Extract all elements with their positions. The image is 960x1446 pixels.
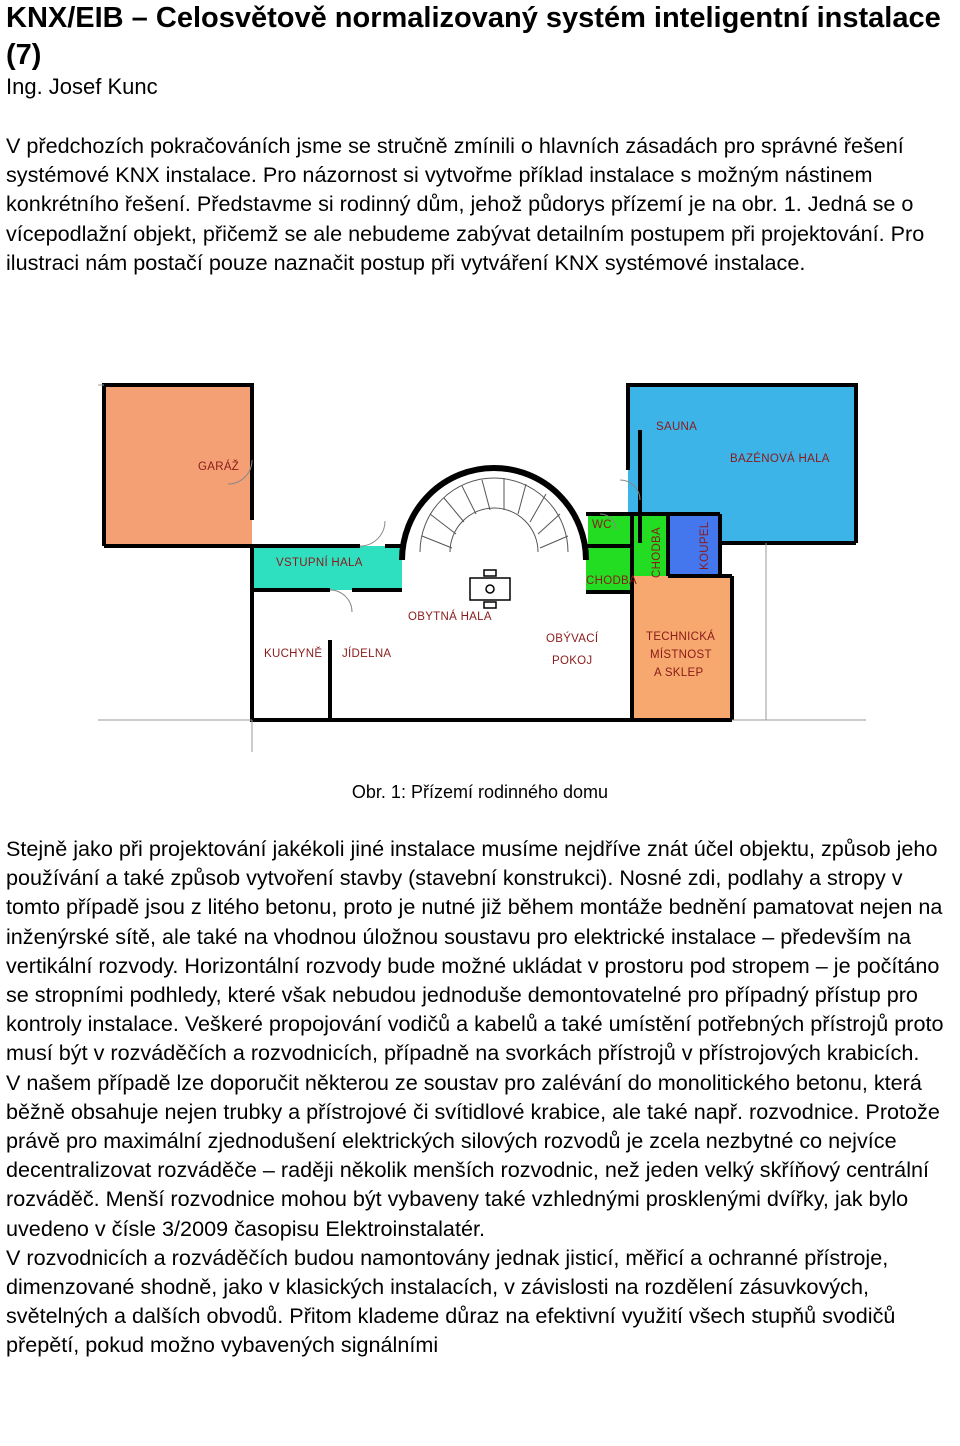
technical-room <box>632 576 732 720</box>
author-name: Ing. Josef Kunc <box>6 74 158 99</box>
label-sauna: SAUNA <box>656 421 698 433</box>
label-koupel: KOUPEL <box>699 521 711 570</box>
label-vstupni-hala: VSTUPNÍ HALA <box>276 557 363 569</box>
label-bazenova-hala: BAZÉNOVÁ HALA <box>730 453 830 465</box>
bathroom-room <box>668 514 720 576</box>
label-garaz: GARÁŽ <box>198 461 240 473</box>
intro-paragraph: V předchozích pokračováních jsme se stručně zmínili o hlavních zásadách pro správné řešení systémové KNX instalace. Pro názornost si vytvořme příklad instalace s možným nástinem konkrétního řešení. Představme si rodinný dům, jehož půdorys přízemí je na obr. 1. Jedná se o vícepodlažní objekt, přičemž se ale nebudeme zabývat detailním postupem při projektování. Pro ilustraci nám postačí pouze naznačit postup při vytváření KNX systémové instalace. <box>6 133 925 275</box>
label-technicka-2: MÍSTNOST <box>650 649 712 661</box>
floor-plan-figure <box>96 378 866 754</box>
body-paragraph-2: V našem případě lze doporučit některou ze soustav pro zalévání do monolitického betonu, která běžně obsahuje nejen trubky a přístrojové či svítidlové krabice, ale také např. rozvodnice. Protože právě pro maximální zjednodušení elektrických silových rozvodů je zcela nezbytné co nejvíce decentralizovat rozváděče – raději několik menších rozvodnic, než jeden velký skříňový centrální rozváděč. Menší rozvodnice mohou být vybaveny také vzhlednými prosklenými dvířky, jak bylo uvedeno v čísle 3/2009 časopisu Elektroinstalatér. <box>6 1069 940 1241</box>
body-paragraph-1: Stejně jako při projektování jakékoli jiné instalace musíme nejdříve znát účel objektu, způsob jeho používání a také způsob vytvoření stavby (stavební konstrukci). Nosné zdi, podlahy a stropy v tomto případě jsou z litého betonu, proto je nutné již během montáže bednění pamatovat nejen na inženýrské sítě, ale také na vhodnou úložnou soustavu pro elektrické instalace – především na vertikální rozvody. Horizontální rozvody bude možné ukládat v prostoru pod stropem – je počítáno se stropními podhledy, které však nebudou jednoduše demontovatelné pro případný přístup pro kontroly instalace. Veškeré propojování vodičů a kabelů a také umístění potřebných přístrojů proto musí být v rozváděčích a rozvodnicích, případně na svorkách přístrojů v přístrojových krabicích. <box>6 836 944 1066</box>
label-kuchyne: KUCHYNĚ <box>264 648 323 660</box>
label-chodba-1: CHODBA <box>586 575 638 587</box>
body-paragraph-3: V rozvodnicích a rozváděčích budou namontovány jednak jisticí, měřicí a ochranné přístroje, dimenzované shodně, jako v klasických instalacích, v závislosti na rozdělení zásuvkových, světelných a dalších obvodů. Přitom klademe důraz na efektivní využití všech stupňů svodičů přepětí, pokud možno vybavených signálními <box>6 1244 896 1358</box>
label-technicka-3: A SKLEP <box>654 667 704 679</box>
label-obyvaci-1: OBÝVACÍ <box>546 633 599 645</box>
label-technicka-1: TECHNICKÁ <box>646 631 716 643</box>
label-chodba-2: CHODBA <box>651 526 663 578</box>
label-jidelna: JÍDELNA <box>342 648 392 660</box>
article-title: KNX/EIB – Celosvětově normalizovaný systém inteligentní instalace (7) <box>6 2 941 71</box>
label-obyvaci-2: POKOJ <box>552 655 593 667</box>
body-paragraphs <box>6 834 958 1360</box>
figure-caption: Obr. 1: Přízemí rodinného domu <box>351 782 609 802</box>
staircase-arc <box>402 468 586 560</box>
label-obytna-hala: OBYTNÁ HALA <box>408 611 492 623</box>
label-wc: WC <box>592 519 612 531</box>
